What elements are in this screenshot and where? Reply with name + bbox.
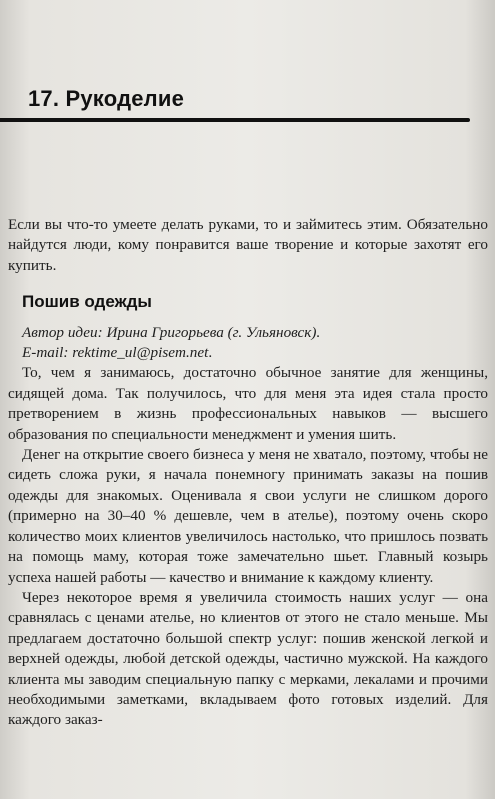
chapter-title: 17. Рукоделие [28, 86, 185, 111]
email-label: E-mail: [22, 344, 73, 362]
intro-paragraph: Если вы что-то умеете делать руками, то и займитесь этим. Обязательно найдутся люди, кому понравится ваше творение и которые захотят его купить. [8, 216, 488, 274]
email-line [22, 343, 488, 363]
email-suffix: . [208, 344, 213, 362]
email-address: rektime_ul@pisem.net [72, 344, 209, 362]
body-paragraph: Через некоторое время я увеличила стоимость наших услуг — она сравнялась с ценами ателье, но клиентов от этого не стало меньше. Мы предлагаем достаточно большой спектр услуг: пошив женской легкой и верхней одежды, любой детской одежды, частично мужской. На каждого клиента мы заводим специальную папку с мерками, лекалами и прочими необходимыми заметками, вкладываем фото готовых изделий. Для каждого заказ- [8, 588, 488, 729]
body-paragraph: То, чем я занимаюсь, достаточно обычное занятие для женщины, сидящей дома. Так получилось, что для меня эта идея стала просто претворением в жизнь профессиональных навыков — высшего образования по специальности менеджмент и умения шить. [8, 364, 488, 443]
chapter-rule [0, 118, 470, 122]
page-content [8, 215, 488, 731]
body-paragraph: Денег на открытие своего бизнеса у меня не хватало, поэтому, чтобы не сидеть сложа руки, я начала понемногу принимать заказы на пошив одежды для знакомых. Оценивала я свои услуги не слишком дорого (примерно на 30–40 % дешевле, чем в ателье), поэтому очень скоро количество моих клиентов увеличилось настолько, что пришлось позвать на помощь маму, которая тоже замечательно шьет. Главный козырь успеха нашей работы — качество и внимание к каждому клиенту. [8, 446, 488, 586]
section-heading: Пошив одежды [22, 292, 152, 312]
author-line: Автор идеи: Ирина Григорьева (г. Ульяновск). [22, 323, 321, 341]
chapter-header [0, 86, 470, 122]
